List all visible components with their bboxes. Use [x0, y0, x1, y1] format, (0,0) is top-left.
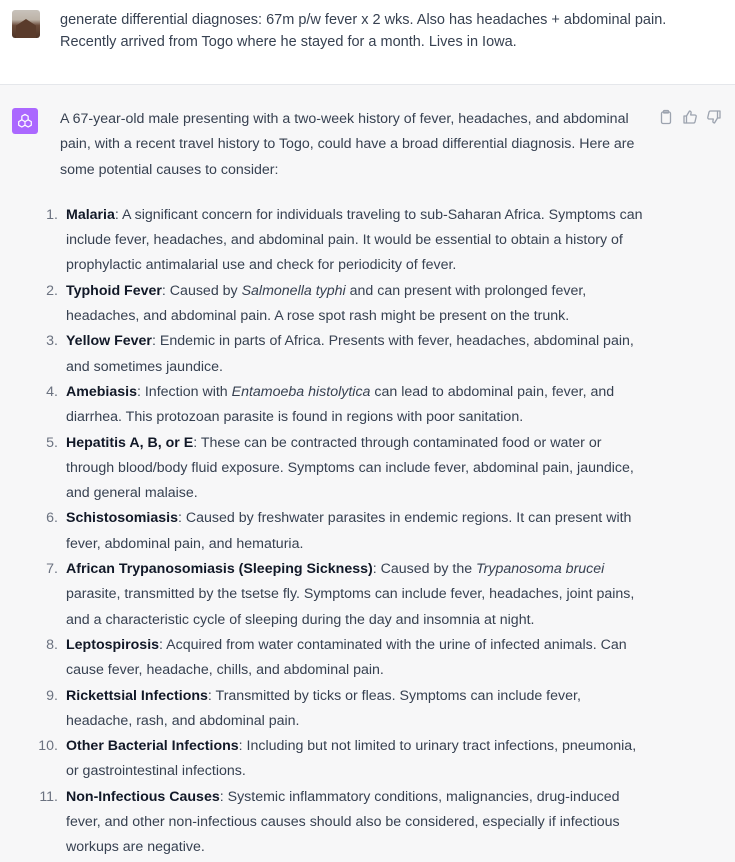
list-item-number: 2. — [46, 282, 58, 299]
list-item-number: 7. — [46, 561, 58, 578]
list-item-title: Yellow Fever — [66, 333, 152, 350]
list-item-title: Non-Infectious Causes — [66, 788, 220, 805]
list-item-text: : Transmitted by ticks or fleas. Symptoms can include fever, headache, rash, and abdominal pain. — [66, 687, 581, 729]
list-item — [46, 279, 650, 330]
list-item — [46, 380, 650, 431]
list-item-text: : A significant concern for individuals traveling to sub-Saharan Africa. Symptoms can include fever, headaches, and abdominal pain. It would be essential to obtain a history of prophylactic antimalarial use and check for periodicity of fever. — [66, 206, 643, 274]
list-item-number: 5. — [46, 434, 58, 451]
list-item-text: : Caused by — [161, 282, 242, 299]
list-item-text: : These can be contracted through contaminated food or water or through blood/body fluid exposure. Symptoms can include fever, abdominal pain, jaundice, and general malaise. — [66, 434, 634, 502]
list-item — [46, 203, 650, 279]
list-item-text: can lead to abdominal pain, fever, and diarrhea. This protozoan parasite is found in regions with poor sanitation. — [66, 383, 615, 426]
list-item-text: : Systemic inflammatory conditions, malignancies, drug-induced fever, and other non-infectious causes should also be considered, especially if infectious workups are negative. — [66, 788, 620, 856]
list-item-number: 6. — [46, 510, 58, 527]
clipboard-icon[interactable] — [658, 109, 674, 125]
thumbs-up-icon[interactable] — [682, 109, 698, 125]
list-item — [46, 633, 650, 684]
list-item-title: African Trypanosomiasis (Sleeping Sickness) — [66, 561, 373, 578]
list-item — [46, 506, 650, 557]
list-item — [46, 431, 650, 507]
list-item — [38, 734, 650, 785]
openai-logo-icon — [12, 108, 38, 134]
list-item-title: Schistosomiasis — [66, 510, 178, 527]
list-item-number: 3. — [46, 333, 58, 350]
user-message-text: generate differential diagnoses: 67m p/w fever x 2 wks. Also has headaches + abdominal pain. Recently arrived from Togo where he stayed for a month. Lives in Iowa. — [60, 12, 667, 50]
intro-paragraph: A 67-year-old male presenting with a two-week history of fever, headaches, and abdominal pain, with a recent travel history to Togo, could have a broad differential diagnosis. Here are some potential causes to consider: — [60, 111, 635, 178]
list-item-text: : Including but not limited to urinary tract infections, pneumonia, or gastrointestinal infections. — [66, 738, 637, 780]
list-item-text: parasite, transmitted by the tsetse fly. Symptoms can include fever, headaches, joint pains, and a characteristic cycle of sleeping during the day and insomnia at night. — [66, 586, 635, 628]
list-item-number: 10. — [38, 738, 58, 755]
list-item — [39, 785, 650, 861]
list-item-number: 11. — [39, 788, 58, 805]
list-item-title: Hepatitis A, B, or E — [66, 434, 194, 451]
user-avatar — [12, 10, 40, 38]
assistant-message-content — [38, 107, 650, 861]
message-actions — [658, 109, 722, 125]
differential-list — [38, 203, 650, 861]
list-item — [46, 329, 650, 380]
list-item-italic: Trypanosoma brucei — [476, 561, 605, 578]
list-item-number: 4. — [46, 383, 58, 400]
list-item-title: Typhoid Fever — [66, 282, 162, 299]
list-item — [46, 557, 650, 633]
thumbs-down-icon[interactable] — [706, 109, 722, 125]
list-item-title: Amebiasis — [66, 383, 137, 400]
list-item-title: Other Bacterial Infections — [66, 738, 239, 755]
list-item-number: 8. — [46, 636, 58, 653]
list-item — [46, 684, 650, 735]
assistant-message — [0, 85, 735, 862]
list-item-title: Malaria — [66, 206, 115, 223]
list-item-text: : Infection with — [136, 383, 232, 400]
list-item-title: Leptospirosis — [66, 636, 160, 653]
list-item-number: 9. — [46, 687, 58, 704]
list-item-text: : Acquired from water contaminated with the urine of infected animals. Can cause fever, headache, chills, and abdominal pain. — [66, 636, 627, 679]
list-item-italic: Salmonella typhi — [241, 282, 346, 299]
user-message — [0, 0, 735, 85]
list-item-number: 1. — [46, 206, 58, 223]
list-item-title: Rickettsial Infections — [66, 687, 208, 704]
list-item-text: : Endemic in parts of Africa. Presents with fever, headaches, abdominal pain, and sometimes jaundice. — [66, 333, 634, 375]
list-item-text: and can present with prolonged fever, headaches, and abdominal pain. A rose spot rash might be present on the trunk. — [66, 282, 587, 325]
list-item-italic: Entamoeba histolytica — [231, 383, 371, 400]
list-item-text: : Caused by freshwater parasites in endemic regions. It can present with fever, abdominal pain, and hematuria. — [66, 510, 632, 552]
list-item-text: : Caused by the — [372, 561, 477, 578]
